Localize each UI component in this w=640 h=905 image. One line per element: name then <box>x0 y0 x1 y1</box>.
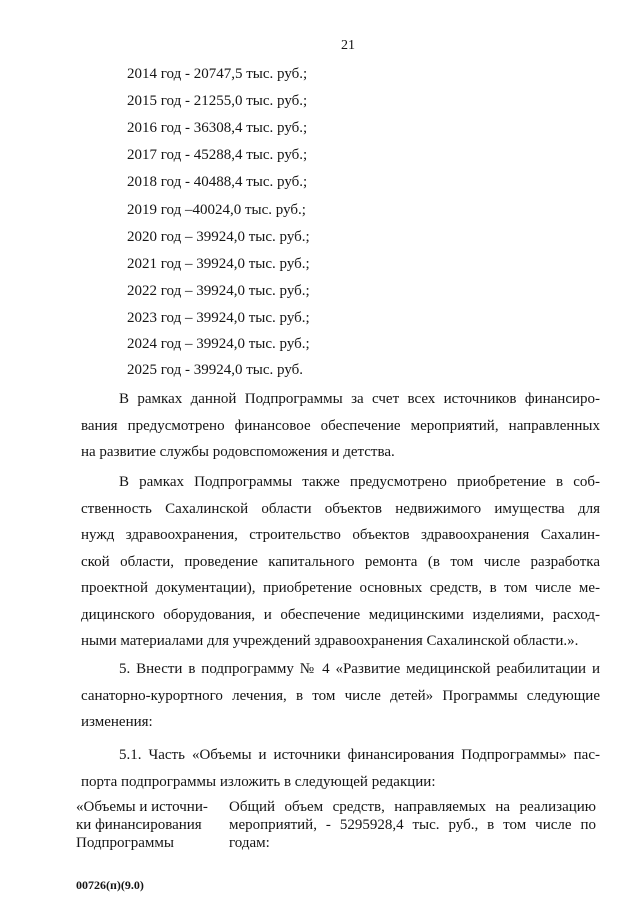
paragraph-line: ственность Сахалинской области объектов недвижимого имущества для <box>81 500 600 517</box>
document-code: 00726(п)(9.0) <box>76 878 144 892</box>
funding-year-2018: 2018 год - 40488,4 тыс. руб.; <box>127 174 308 190</box>
paragraph-line: нужд здравоохранения, строительство объектов здравоохранения Сахалин- <box>81 527 600 543</box>
paragraph-line: 5.1. Часть «Объемы и источники финансирования Подпрограммы» пас- <box>119 747 600 763</box>
funding-year-2019: 2019 год –40024,0 тыс. руб.; <box>127 202 306 218</box>
paragraph-line: В рамках Подпрограммы также предусмотрено приобретение в соб- <box>119 474 600 490</box>
paragraph-line: 5. Внести в подпрограмму № 4 «Развитие медицинской реабилитации и <box>119 661 600 677</box>
funding-year-2023: 2023 год – 39924,0 тыс. руб.; <box>127 310 310 326</box>
paragraph-line: ской области, проведение капитального ремонта (в том числе разработка <box>81 553 600 570</box>
paragraph-amend-subprogram-4 <box>81 656 600 736</box>
funding-year-2017: 2017 год - 45288,4 тыс. руб.; <box>127 147 308 163</box>
funding-year-2025: 2025 год - 39924,0 тыс. руб. <box>127 362 304 378</box>
paragraph-line: порта подпрограммы изложить в следующей редакции: <box>81 773 436 790</box>
table-value-line: Общий объем средств, направляемых на реализацию <box>229 799 596 815</box>
table-value-line: годам: <box>229 835 270 851</box>
paragraph-line: проектной документации), приобретение основных средств, в том числе ме- <box>81 580 600 596</box>
funding-year-2015: 2015 год - 21255,0 тыс. руб.; <box>127 93 308 109</box>
table-label-cell <box>76 798 226 852</box>
table-label-line: Подпрограммы <box>76 835 174 851</box>
funding-year-2020: 2020 год – 39924,0 тыс. руб.; <box>127 229 310 245</box>
paragraph-line: на развитие службы родовспоможения и детства. <box>81 444 395 460</box>
paragraph-line: дицинского оборудования, и обеспечение медицинскими изделиями, расход- <box>81 606 600 623</box>
paragraph-property-acquisition <box>81 469 600 655</box>
page-number: 21 <box>341 38 355 53</box>
table-label-line: ки финансирования <box>76 817 202 833</box>
paragraph-line: изменения: <box>81 714 153 730</box>
funding-year-2024: 2024 год – 39924,0 тыс. руб.; <box>127 336 310 352</box>
paragraph-section-5-1 <box>81 742 600 795</box>
paragraph-line: ными материалами для учреждений здравоохранения Сахалинской области.». <box>81 633 579 649</box>
funding-year-2021: 2021 год – 39924,0 тыс. руб.; <box>127 256 310 272</box>
table-value-cell <box>229 798 596 852</box>
table-label-line: «Объемы и источни- <box>76 799 208 815</box>
funding-year-2016: 2016 год - 36308,4 тыс. руб.; <box>127 120 308 136</box>
funding-year-2022: 2022 год – 39924,0 тыс. руб.; <box>127 283 310 299</box>
paragraph-funding-support <box>81 386 600 466</box>
funding-year-2014: 2014 год - 20747,5 тыс. руб.; <box>127 66 308 82</box>
paragraph-line: В рамках данной Подпрограммы за счет всех источников финансиро- <box>119 391 600 407</box>
table-value-line: мероприятий, - 5295928,4 тыс. руб., в том числе по <box>229 817 596 833</box>
paragraph-line: санаторно-курортного лечения, в том числе детей» Программы следующие <box>81 687 600 704</box>
paragraph-line: вания предусмотрено финансовое обеспечение мероприятий, направленных <box>81 417 600 434</box>
